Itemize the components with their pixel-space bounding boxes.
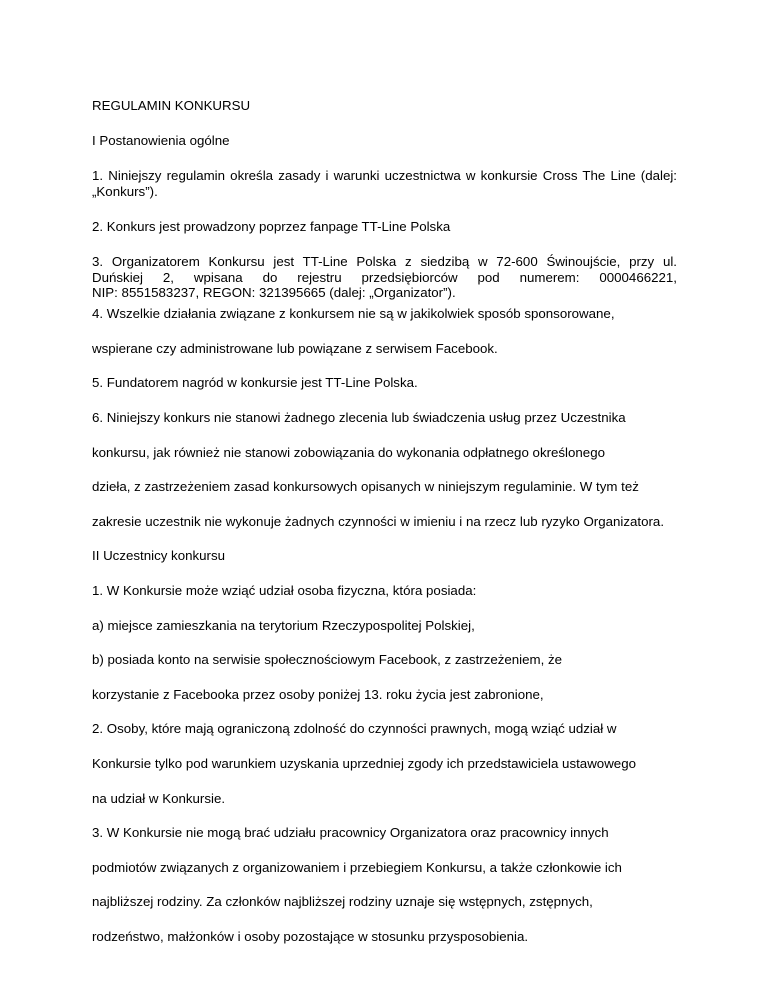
paragraph-6-line-3: dzieła, z zastrzeżeniem zasad konkursowych opisanych w niniejszym regulaminie. W tym też [92,479,639,494]
section-heading-participants: II Uczestnicy konkursu [92,548,226,563]
paragraph-3-line-1: 3. Organizatorem Konkursu jest TT-Line Polska z siedzibą w 72-600 Świnoujście, przy ul. [92,254,677,269]
participants-paragraph-2-line-2: Konkursie tylko pod warunkiem uzyskania uprzedniej zgody ich przedstawiciela ustawowego [92,756,636,771]
participants-paragraph-3-line-2: podmiotów związanych z organizowaniem i przebiegiem Konkursu, a także członkowie ich [92,860,622,875]
participants-paragraph-2-line-3: na udział w Konkursie. [92,791,226,806]
paragraph-4-line-2: wspierane czy administrowane lub powiązane z serwisem Facebook. [92,341,498,356]
participants-item-b-line-2: korzystanie z Facebooka przez osoby poniżej 13. roku życia jest zabronione, [92,687,544,702]
paragraph-3 [92,254,677,301]
paragraph-1-line-2: „Konkurs”). [92,183,158,199]
paragraph-5: 5. Fundatorem nagród w konkursie jest TT-Line Polska. [92,375,418,390]
paragraph-1-line-1: 1. Niniejszy regulamin określa zasady i warunki uczestnictwa w konkursie Cross The Line (dalej: [92,168,677,183]
paragraph-6-line-1: 6. Niniejszy konkurs nie stanowi żadnego zlecenia lub świadczenia usług przez Uczestnika [92,410,626,425]
paragraph-6-line-4: zakresie uczestnik nie wykonuje żadnych czynności w imieniu i na rzecz lub ryzyko Organizatora. [92,514,665,529]
participants-paragraph-2-line-1: 2. Osoby, które mają ograniczoną zdolność do czynności prawnych, mogą wziąć udział w [92,721,617,736]
participants-item-b-line-1: b) posiada konto na serwisie społecznościowym Facebook, z zastrzeżeniem, że [92,652,563,667]
paragraph-3-line-2: Duńskiej 2, wpisana do rejestru przedsiębiorców pod numerem: 0000466221, [92,269,677,285]
paragraph-4-line-1: 4. Wszelkie działania związane z konkursem nie są w jakikolwiek sposób sponsorowane, [92,306,615,321]
document-title: REGULAMIN KONKURSU [92,98,251,113]
paragraph-1 [92,168,677,199]
paragraph-3-line-3: NIP: 8551583237, REGON: 321395665 (dalej: „Organizator”). [92,285,456,300]
paragraph-2: 2. Konkurs jest prowadzony poprzez fanpage TT-Line Polska [92,219,451,234]
section-heading-general: I Postanowienia ogólne [92,133,230,148]
participants-item-a: a) miejsce zamieszkania na terytorium Rzeczypospolitej Polskiej, [92,618,475,633]
participants-paragraph-3-line-4: rodzeństwo, małżonków i osoby pozostające w stosunku przysposobienia. [92,929,529,944]
participants-paragraph-1: 1. W Konkursie może wziąć udział osoba fizyczna, która posiada: [92,583,477,598]
paragraph-6-line-2: konkursu, jak również nie stanowi zobowiązania do wykonania odpłatnego określonego [92,445,605,460]
participants-paragraph-3-line-3: najbliższej rodziny. Za członków najbliższej rodziny uznaje się wstępnych, zstępnych, [92,894,593,909]
participants-paragraph-3-line-1: 3. W Konkursie nie mogą brać udziału pracownicy Organizatora oraz pracownicy innych [92,825,609,840]
